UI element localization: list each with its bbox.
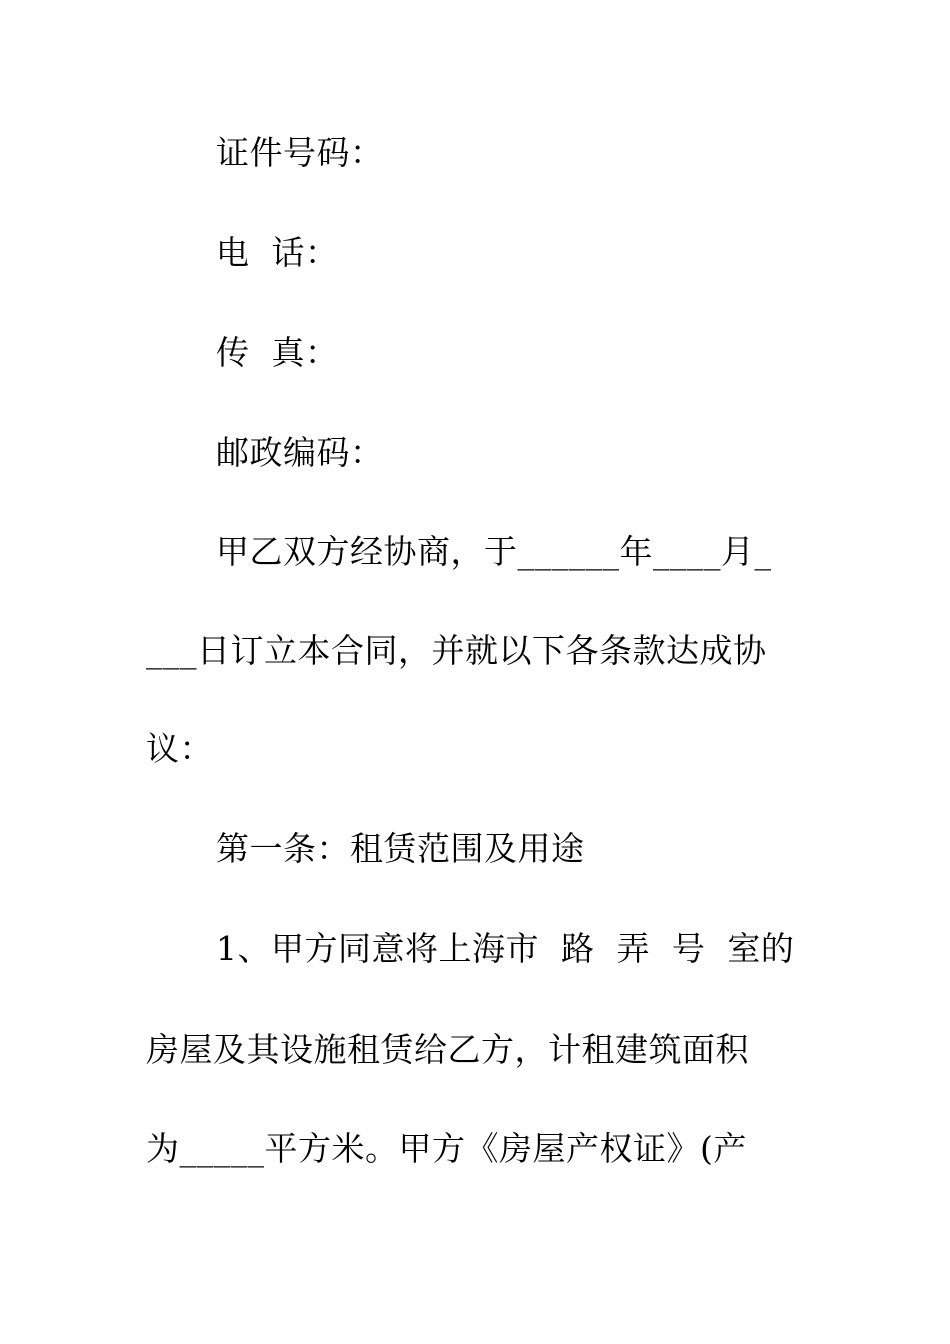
agreement-paragraph-line-1: 甲乙双方经协商，于______年____月_ xyxy=(216,532,772,571)
clause-1-line-1: 1、甲方同意将上海市 路 弄 号 室的 xyxy=(216,929,795,968)
id-number-label: 证件号码： xyxy=(216,133,384,172)
phone-label: 电 话： xyxy=(216,233,339,272)
postal-code-label: 邮政编码： xyxy=(216,433,384,472)
clause-1-line-3: 为_____平方米。甲方《房屋产权证》(产 xyxy=(146,1129,747,1168)
fax-label: 传 真： xyxy=(216,333,339,372)
agreement-paragraph-line-2: ___日订立本合同，并就以下各条款达成协 xyxy=(146,631,767,670)
clause-1-line-2: 房屋及其设施租赁给乙方，计租建筑面积 xyxy=(146,1030,749,1069)
article-one-heading: 第一条：租赁范围及用途 xyxy=(216,829,585,868)
agreement-paragraph-line-3: 议： xyxy=(146,729,213,768)
